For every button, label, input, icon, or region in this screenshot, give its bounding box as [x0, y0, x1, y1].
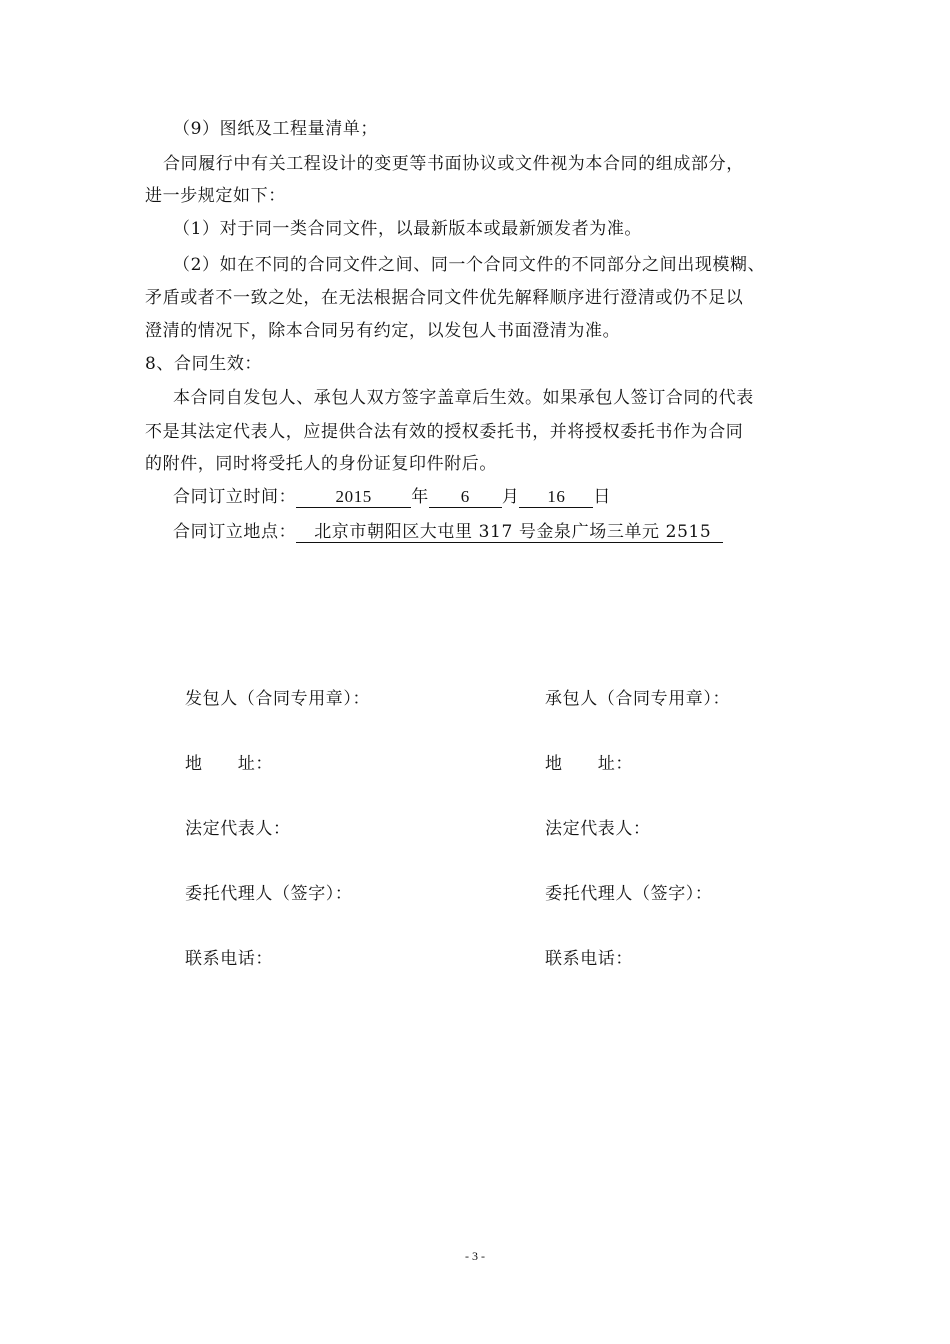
- signing-place-label: 合同订立地点：: [173, 522, 297, 542]
- effectiveness-line2: 不是其法定代表人，应提供合法有效的授权委托书，并将授权委托书作为合同: [145, 422, 744, 442]
- employer-agent-label: 委托代理人（签字）：: [185, 884, 353, 904]
- rule-2-line3: 澄清的情况下，除本合同另有约定，以发包人书面澄清为准。: [145, 321, 621, 341]
- contractor-seal-label: 承包人（合同专用章）：: [545, 689, 731, 709]
- employer-phone-label: 联系电话：: [185, 949, 273, 969]
- signing-year: 2015: [296, 487, 411, 508]
- contractor-phone-label: 联系电话：: [545, 949, 633, 969]
- signing-date-label: 合同订立时间：: [173, 487, 297, 507]
- rule-2-line1: （2）如在不同的合同文件之间、同一个合同文件的不同部分之间出现模糊、: [173, 255, 766, 275]
- signing-place-value: 北京市朝阳区大屯里 317 号金泉广场三单元 2515: [296, 522, 723, 543]
- signing-month: 6: [429, 487, 502, 508]
- paragraph-design-changes-line2: 进一步规定如下：: [145, 186, 286, 206]
- clause-9-drawings: （9）图纸及工程量清单；: [173, 119, 379, 139]
- signing-day: 16: [519, 487, 593, 508]
- rule-2-line2: 矛盾或者不一致之处，在无法根据合同文件优先解释顺序进行澄清或仍不足以: [145, 288, 744, 308]
- contractor-agent-label: 委托代理人（签字）：: [545, 884, 713, 904]
- signing-place: [173, 521, 843, 543]
- contractor-address-label: 地 址：: [545, 754, 633, 774]
- employer-address-label: 地 址：: [185, 754, 273, 774]
- day-unit: 日: [593, 487, 612, 507]
- section-8-heading: 8、合同生效：: [145, 354, 263, 374]
- page-number: - 3 -: [465, 1249, 485, 1263]
- paragraph-design-changes-line1: 合同履行中有关工程设计的变更等书面协议或文件视为本合同的组成部分，: [163, 154, 744, 174]
- signing-date: [173, 486, 843, 508]
- month-unit: 月: [501, 487, 520, 507]
- employer-seal-label: 发包人（合同专用章）：: [185, 689, 371, 709]
- effectiveness-line1: 本合同自发包人、承包人双方签字盖章后生效。如果承包人签订合同的代表: [173, 388, 754, 408]
- year-unit: 年: [411, 487, 429, 507]
- employer-legal-rep-label: 法定代表人：: [185, 819, 291, 839]
- rule-1: （1）对于同一类合同文件，以最新版本或最新颁发者为准。: [173, 219, 643, 239]
- effectiveness-line3: 的附件，同时将受托人的身份证复印件附后。: [145, 454, 497, 474]
- contractor-legal-rep-label: 法定代表人：: [545, 819, 651, 839]
